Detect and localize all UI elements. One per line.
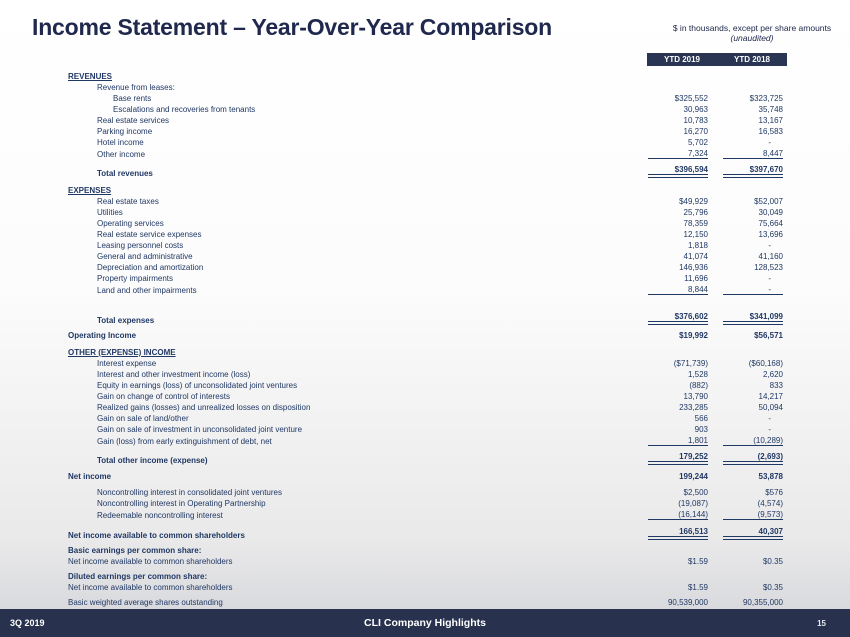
row-label: Basic earnings per common share: (68, 546, 202, 555)
value-ytd2018: $323,725 (749, 93, 783, 103)
footer-title: CLI Company Highlights (364, 617, 486, 629)
table-row (0, 286, 783, 295)
value-ytd2018: - (768, 413, 771, 423)
row-label: Operating services (97, 219, 164, 228)
value-ytd2019: $49,929 (679, 196, 708, 206)
table-row (0, 231, 783, 239)
value-ytd2019: 90,539,000 (667, 597, 708, 607)
value-ytd2018: 13,696 (758, 229, 783, 239)
table-row (0, 84, 783, 92)
row-label: Net income available to common shareholders (68, 531, 245, 540)
value-ytd2019: 13,790 (683, 391, 708, 401)
value-ytd2018: (10,289) (723, 437, 783, 446)
value-ytd2018: 128,523 (754, 262, 783, 272)
table-row (0, 584, 783, 592)
row-label: Net income available to common shareholders (68, 583, 233, 592)
row-label: Basic weighted average shares outstanding (68, 598, 223, 607)
table-row (0, 275, 783, 283)
row-label: EXPENSES (68, 186, 112, 195)
table-row (0, 437, 783, 446)
value-ytd2019: 25,796 (683, 207, 708, 217)
value-ytd2019 (648, 84, 708, 92)
column-header-bar (647, 53, 787, 66)
row-label: Interest expense (97, 359, 157, 368)
value-ytd2018: - (723, 286, 783, 295)
column-header-ytd2018: YTD 2018 (733, 55, 771, 64)
table-row (0, 220, 783, 228)
row-label: Total expenses (97, 316, 155, 325)
table-row (0, 106, 783, 114)
value-ytd2019: 566 (694, 413, 708, 423)
value-ytd2018: $576 (765, 487, 783, 497)
row-label: Total other income (expense) (97, 456, 208, 465)
value-ytd2018: 2,620 (762, 369, 783, 379)
table-row (0, 332, 783, 340)
table-row (0, 371, 783, 379)
row-label: Noncontrolling interest in consolidated joint ventures (97, 488, 282, 497)
value-ytd2019: 7,324 (648, 150, 708, 159)
value-ytd2018: $56,571 (754, 330, 783, 340)
row-label: Net income available to common shareholders (68, 557, 233, 566)
table-row (0, 128, 783, 136)
value-ytd2019: 8,844 (648, 286, 708, 295)
value-ytd2019: 11,696 (684, 273, 708, 283)
value-ytd2018: $397,670 (723, 166, 783, 178)
value-ytd2018 (723, 73, 783, 81)
value-ytd2019 (648, 187, 708, 195)
value-ytd2019: 199,244 (679, 471, 708, 481)
value-ytd2019: (16,144) (648, 511, 708, 520)
row-label: REVENUES (68, 72, 113, 81)
table-row (0, 473, 783, 481)
row-label: Real estate taxes (97, 197, 159, 206)
row-label: Total revenues (97, 169, 153, 178)
value-ytd2019: 1,801 (648, 437, 708, 446)
value-ytd2019: $325,552 (674, 93, 708, 103)
row-label: Noncontrolling interest in Operating Partnership (97, 499, 266, 508)
table-row (0, 198, 783, 206)
row-label: Diluted earnings per common share: (68, 572, 208, 581)
table-row (0, 558, 783, 566)
value-ytd2018: 833 (769, 380, 783, 390)
value-ytd2018: - (768, 273, 771, 283)
value-ytd2019: (19,087) (678, 498, 708, 508)
table-row (0, 117, 783, 125)
table-row (0, 547, 783, 555)
table-row (0, 404, 783, 412)
table-row (0, 489, 783, 497)
value-ytd2018: (9,573) (723, 511, 783, 520)
value-ytd2018: 16,583 (758, 126, 783, 136)
value-ytd2019: $19,992 (679, 330, 708, 340)
value-ytd2018: - (768, 240, 771, 250)
page-title: Income Statement – Year-Over-Year Comparison (32, 14, 552, 40)
row-label: OTHER (EXPENSE) INCOME (68, 348, 176, 357)
value-ytd2019: $1.59 (687, 556, 708, 566)
value-ytd2018: 53,878 (758, 471, 783, 481)
table-row (0, 528, 783, 540)
value-ytd2019 (648, 349, 708, 357)
value-ytd2018 (723, 349, 783, 357)
table-row (0, 349, 783, 357)
value-ytd2019: 903 (694, 424, 708, 434)
row-label: Gain (loss) from early extinguishment of debt, net (97, 437, 272, 446)
row-label: General and administrative (97, 252, 193, 261)
value-ytd2019: $376,602 (648, 313, 708, 325)
row-label: Redeemable noncontrolling interest (97, 511, 223, 520)
value-ytd2018: 50,094 (758, 402, 783, 412)
row-label: Other income (97, 150, 146, 159)
value-ytd2018 (723, 547, 783, 555)
row-label: Net income (68, 472, 112, 481)
row-label: Operating Income (68, 331, 137, 340)
table-row (0, 426, 783, 434)
table-row (0, 242, 783, 250)
value-ytd2018: 8,447 (723, 150, 783, 159)
units-note (662, 23, 842, 43)
table-row (0, 393, 783, 401)
value-ytd2018: 14,217 (758, 391, 783, 401)
value-ytd2018 (723, 187, 783, 195)
table-row (0, 360, 783, 368)
table-row (0, 511, 783, 520)
value-ytd2018: 13,167 (758, 115, 783, 125)
table-row (0, 95, 783, 103)
row-label: Realized gains (losses) and unrealized losses on disposition (97, 403, 311, 412)
row-label: Real estate service expenses (97, 230, 202, 239)
value-ytd2018: ($60,168) (748, 358, 783, 368)
table-row (0, 150, 783, 159)
value-ytd2019: 30,963 (683, 104, 708, 114)
row-label: Base rents (113, 94, 152, 103)
table-row (0, 573, 783, 581)
footer-bar (0, 609, 850, 637)
value-ytd2018: 90,355,000 (742, 597, 783, 607)
value-ytd2018: 40,307 (723, 528, 783, 540)
row-label: Gain on sale of land/other (97, 414, 189, 423)
value-ytd2018: 75,664 (758, 218, 783, 228)
row-label: Gain on sale of investment in unconsolidated joint venture (97, 425, 303, 434)
value-ytd2018 (723, 84, 783, 92)
row-label: Leasing personnel costs (97, 241, 184, 250)
table-row (0, 166, 783, 178)
value-ytd2019: 12,150 (683, 229, 708, 239)
row-label: Gain on change of control of interests (97, 392, 230, 401)
table-row (0, 382, 783, 390)
value-ytd2019: 78,359 (683, 218, 708, 228)
value-ytd2018: $52,007 (754, 196, 783, 206)
value-ytd2018: $0.35 (762, 556, 783, 566)
value-ytd2018: 30,049 (758, 207, 783, 217)
value-ytd2019: $396,594 (648, 166, 708, 178)
row-label: Hotel income (97, 138, 144, 147)
value-ytd2019: 179,252 (648, 453, 708, 465)
row-label: Property impairments (97, 274, 174, 283)
value-ytd2019: 166,513 (648, 528, 708, 540)
page-number: 15 (817, 618, 826, 628)
value-ytd2018: - (768, 137, 771, 147)
table-row (0, 453, 783, 465)
table-row (0, 599, 783, 607)
income-statement-table (0, 70, 850, 622)
row-label: Depreciation and amortization (97, 263, 204, 272)
value-ytd2018: 41,160 (758, 251, 783, 261)
units-note-line1: $ in thousands, except per share amounts (672, 23, 832, 33)
column-header-ytd2019: YTD 2019 (663, 55, 701, 64)
table-row (0, 264, 783, 272)
table-row (0, 209, 783, 217)
row-label: Equity in earnings (loss) of unconsolidated joint ventures (97, 381, 298, 390)
table-row (0, 313, 783, 325)
value-ytd2019: 233,285 (679, 402, 708, 412)
value-ytd2019: 16,270 (683, 126, 708, 136)
row-label: Escalations and recoveries from tenants (113, 105, 256, 114)
value-ytd2019: (882) (689, 380, 708, 390)
row-label: Land and other impairments (97, 286, 197, 295)
value-ytd2019: 146,936 (679, 262, 708, 272)
table-row (0, 500, 783, 508)
value-ytd2018: (4,574) (757, 498, 783, 508)
value-ytd2019: 1,528 (687, 369, 708, 379)
value-ytd2019: 5,702 (687, 137, 708, 147)
table-row (0, 415, 783, 423)
value-ytd2019: 10,783 (683, 115, 708, 125)
value-ytd2018 (723, 573, 783, 581)
value-ytd2019: 1,818 (687, 240, 708, 250)
row-label: Parking income (97, 127, 153, 136)
row-label: Interest and other investment income (loss) (97, 370, 251, 379)
value-ytd2019 (648, 573, 708, 581)
unaudited-note: (unaudited) (730, 33, 774, 43)
value-ytd2018: $341,099 (723, 313, 783, 325)
row-label: Revenue from leases: (97, 83, 175, 92)
value-ytd2019 (648, 547, 708, 555)
footer-quarter: 3Q 2019 (10, 618, 45, 628)
table-row (0, 187, 783, 195)
value-ytd2018: 35,748 (758, 104, 783, 114)
value-ytd2019: $2,500 (683, 487, 708, 497)
value-ytd2019: ($71,739) (673, 358, 708, 368)
table-row (0, 139, 783, 147)
value-ytd2018: - (768, 424, 771, 434)
table-row (0, 253, 783, 261)
value-ytd2019: 41,074 (683, 251, 708, 261)
row-label: Real estate services (97, 116, 170, 125)
row-label: Utilities (97, 208, 123, 217)
value-ytd2018: $0.35 (762, 582, 783, 592)
value-ytd2019: $1.59 (687, 582, 708, 592)
value-ytd2019 (648, 73, 708, 81)
value-ytd2018: (2,693) (723, 453, 783, 465)
table-row (0, 73, 783, 81)
